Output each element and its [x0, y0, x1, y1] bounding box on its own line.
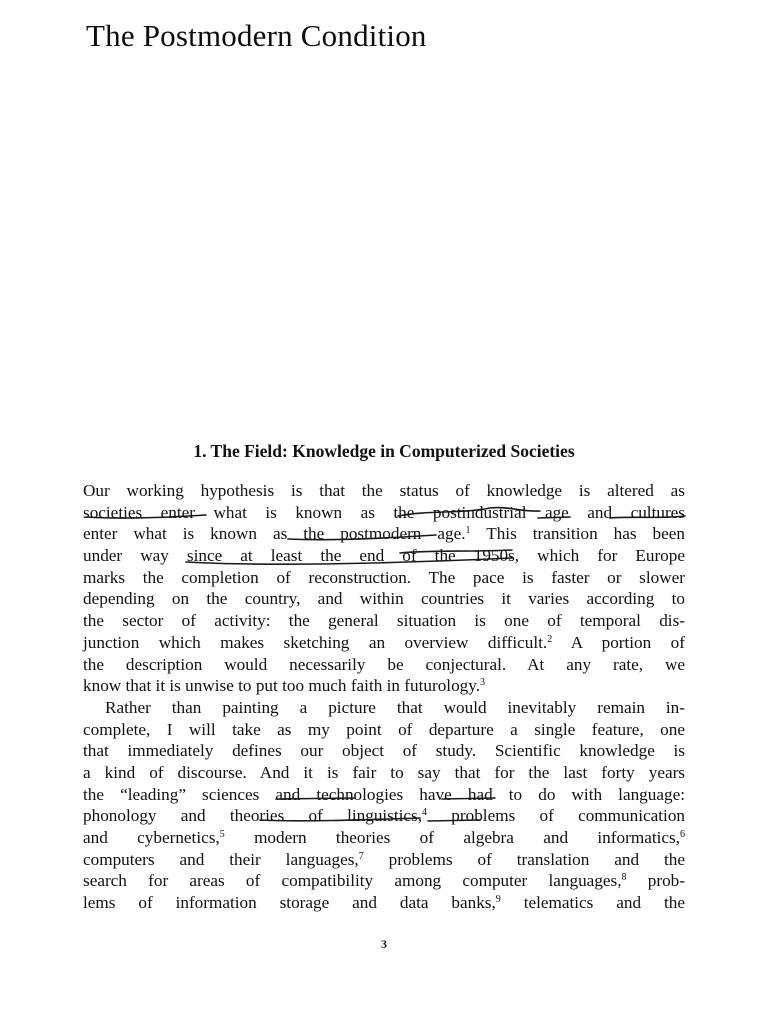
text-line [83, 740, 685, 762]
line-text: Rather than painting a picture that would inevitably remain in- [105, 697, 685, 717]
line-text: computers and their languages, [83, 849, 359, 869]
text-line [83, 870, 685, 892]
line-text-tail: telematics and the [500, 893, 685, 913]
line-text: enter what is known as the postmodern age. [83, 524, 466, 544]
text-line [83, 480, 685, 502]
line-text: know that it is unwise to put too much faith in futurology. [83, 676, 481, 696]
line-text-tail: problems of translation and the [363, 849, 685, 869]
page-number: 3 [381, 937, 387, 951]
line-text-tail: prob- [626, 871, 685, 891]
line-text: Our working hypothesis is that the status of knowledge is altered as [83, 481, 685, 500]
line-text: societies enter what is known as the postindustrial age and cultures [83, 502, 685, 522]
text-line [83, 502, 685, 524]
line-text: lems of information storage and data banks, [83, 893, 496, 913]
text-line [83, 654, 685, 676]
text-line [83, 567, 685, 589]
line-text: depending on the country, and within countries it varies according to [83, 589, 685, 609]
footnote-marker: 7 [358, 850, 364, 862]
footnote-marker: 3 [480, 677, 486, 689]
footnote-marker: 1 [465, 525, 471, 537]
text-line [83, 675, 685, 697]
line-text-tail: problems of communication [427, 806, 686, 826]
text-line [83, 523, 685, 545]
footnote-marker: 8 [621, 872, 627, 884]
footnote-marker: 2 [547, 633, 553, 645]
text-line [83, 632, 685, 654]
line-text-tail: This transition has been [470, 524, 685, 544]
text-line [83, 805, 685, 827]
chapter-heading: 1. The Field: Knowledge in Computerized Societies [193, 441, 575, 461]
body-text [83, 480, 685, 914]
footnote-marker: 9 [495, 894, 501, 906]
line-text: and cybernetics, [83, 828, 220, 847]
text-line [83, 719, 685, 741]
line-text-tail: modern theories of algebra and informatics, [224, 828, 680, 847]
text-line [83, 849, 685, 871]
text-line [83, 827, 685, 849]
text-line [83, 588, 685, 610]
line-text-tail: A portion of [552, 632, 685, 652]
line-text: search for areas of compatibility among computer languages, [83, 871, 622, 891]
text-line [83, 762, 685, 784]
line-text: marks the completion of reconstruction. The pace is faster or slower [83, 567, 685, 587]
line-text: under way since at least the end of the 1950s, which for Europe [83, 546, 685, 566]
text-line [83, 610, 685, 632]
line-text: junction which makes sketching an overview difficult. [83, 632, 548, 652]
footnote-marker: 6 [679, 829, 685, 840]
text-line [83, 892, 685, 914]
line-text: that immediately defines our object of study. Scientific knowledge is [83, 741, 685, 761]
line-text: a kind of discourse. And it is fair to say that for the last forty years [83, 762, 685, 782]
line-text: the sector of activity: the general situation is one of temporal dis- [83, 611, 685, 631]
footnote-marker: 5 [219, 829, 225, 840]
running-head: The Postmodern Condition [86, 18, 427, 53]
text-line [83, 697, 685, 719]
footnote-marker: 4 [422, 807, 428, 819]
line-text: the “leading” sciences and technologies have had to do with language: [83, 784, 685, 804]
line-text: complete, I will take as my point of departure a single feature, one [83, 719, 685, 739]
line-text: phonology and theories of linguistics, [83, 806, 423, 826]
text-line [83, 545, 685, 567]
text-line [83, 784, 685, 806]
line-text: the description would necessarily be conjectural. At any rate, we [83, 654, 685, 674]
